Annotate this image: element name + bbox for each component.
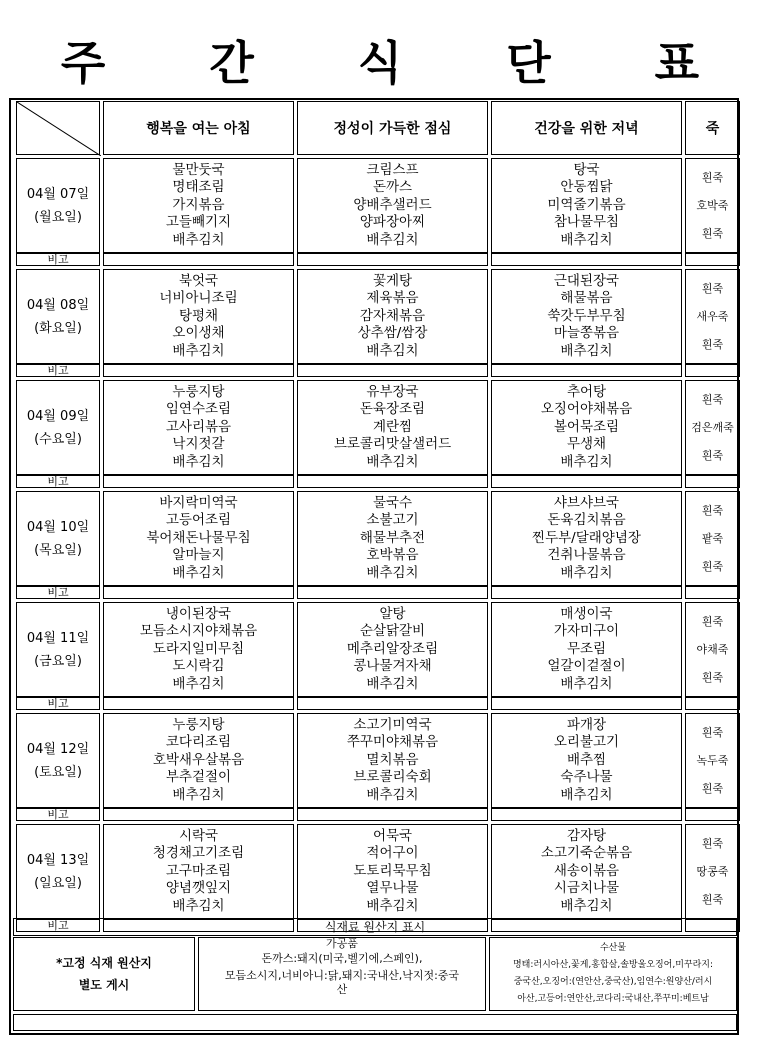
- note-cell: [297, 808, 488, 821]
- dish-item: 임연수조림: [165, 401, 232, 418]
- dish-item: 해물볶음: [560, 290, 613, 307]
- origin-processed: [198, 937, 486, 1011]
- porridge-cell: [685, 824, 740, 919]
- dish-item: 배추김치: [560, 675, 613, 692]
- day-row: [16, 158, 740, 253]
- dish-item: 배추김치: [172, 231, 225, 248]
- dish-item: 북어채돈나물무침: [146, 529, 251, 546]
- dish-item: 쑥갓두부무침: [547, 307, 626, 324]
- note-row: [16, 475, 740, 488]
- dish-item: 배추김치: [366, 231, 419, 248]
- day-cell: [16, 491, 100, 586]
- dish-item: 배추김치: [172, 453, 225, 470]
- dish-item: 오징어야채볶음: [540, 401, 633, 418]
- dish-item: 누룽지탕: [172, 383, 225, 400]
- dish-item: 배추김치: [560, 231, 613, 248]
- origin-seafood-line: 아산,고등어:연안산,코다리:국내산,쭈꾸미:베트남: [517, 994, 709, 1004]
- dish-item: 오리불고기: [553, 734, 620, 751]
- porridge-cell: [685, 158, 740, 253]
- dish-item: 찐두부/달래양념장: [532, 529, 641, 546]
- note-cell: [491, 475, 682, 488]
- note-label: 비고: [16, 808, 100, 821]
- breakfast-cell: [103, 380, 294, 475]
- breakfast-cell: [103, 713, 294, 808]
- note-cell: [491, 697, 682, 710]
- dish-item: 바지락미역국: [159, 494, 238, 511]
- dish-item: 새송이볶음: [553, 862, 620, 879]
- dish-item: 어묵국: [372, 827, 413, 844]
- dish-item: 무조림: [566, 640, 607, 657]
- note-cell: [297, 586, 488, 599]
- date-label: 04월 12일: [26, 741, 90, 757]
- note-cell: [103, 253, 294, 266]
- dish-item: 배추김치: [366, 786, 419, 803]
- dish-item: 고들빼기지: [165, 214, 232, 231]
- dish-item: 도토리묵무침: [353, 862, 432, 879]
- bottom-blank-bar: [13, 1014, 737, 1031]
- origin-processed-line: 산: [336, 983, 348, 996]
- dish-item: 돈육장조림: [359, 401, 426, 418]
- date-label: 04월 08일: [26, 297, 90, 313]
- dish-item: 가자미구이: [553, 623, 620, 640]
- porridge-item: 흰죽: [701, 670, 724, 684]
- note-cell: [297, 697, 488, 710]
- date-label: 04월 11일: [26, 630, 90, 646]
- dish-item: 제육볶음: [366, 290, 419, 307]
- porridge-item: 야채죽: [696, 642, 729, 656]
- header-breakfast: 행복을 여는 아침: [103, 101, 294, 155]
- dish-item: 배추김치: [172, 564, 225, 581]
- dish-item: 배추김치: [172, 897, 225, 914]
- dish-item: 물만둣국: [172, 161, 225, 178]
- note-row: [16, 364, 740, 377]
- dish-item: 돈까스: [372, 179, 413, 196]
- day-cell: [16, 713, 100, 808]
- porridge-cell: [685, 269, 740, 364]
- dish-item: 브로콜리숙회: [353, 769, 432, 786]
- porridge-item: 새우죽: [696, 309, 729, 323]
- dish-item: 배추김치: [172, 675, 225, 692]
- dish-item: 감자탕: [566, 827, 607, 844]
- porridge-item: 흰죽: [701, 448, 724, 462]
- origin-seafood-line: 명태:러시아산,꽃게,홍합살,솔방울오징어,미꾸라지:: [512, 960, 714, 970]
- dish-item: 계란찜: [372, 418, 413, 435]
- dish-item: 안동찜닭: [560, 179, 613, 196]
- weekday-label: (화요일): [34, 320, 82, 336]
- weekday-label: (금요일): [34, 653, 82, 669]
- porridge-item: 검은깨죽: [691, 420, 734, 434]
- dish-item: 추어탕: [566, 383, 607, 400]
- dish-item: 배추김치: [560, 786, 613, 803]
- origin-fixed-line-2: 별도 게시: [78, 978, 130, 992]
- note-cell: [685, 253, 740, 266]
- day-row: [16, 713, 740, 808]
- dish-item: 청경채고기조림: [152, 845, 245, 862]
- dish-item: 배추김치: [560, 342, 613, 359]
- dish-item: 냉이된장국: [165, 605, 232, 622]
- dish-item: 쭈꾸미야채볶음: [346, 734, 439, 751]
- porridge-item: 흰죽: [701, 170, 724, 184]
- note-label: 비고: [16, 475, 100, 488]
- porridge-item: 흰죽: [701, 836, 724, 850]
- note-label: 비고: [16, 919, 100, 932]
- dish-item: 꽃게탕: [372, 272, 413, 289]
- dinner-cell: [491, 158, 682, 253]
- porridge-item: 흰죽: [701, 725, 724, 739]
- note-cell: [491, 364, 682, 377]
- origin-fixed-line-1: *고정 식재 원산지: [56, 956, 152, 970]
- note-cell: [103, 586, 294, 599]
- dish-item: 마늘쫑볶음: [553, 325, 620, 342]
- breakfast-cell: [103, 602, 294, 697]
- header-porridge: 죽: [685, 101, 740, 155]
- note-cell: [103, 808, 294, 821]
- origin-processed-line: 돈까스:돼지(미국,벨기에,스페인),: [261, 952, 423, 965]
- lunch-cell: [297, 602, 488, 697]
- dish-item: 모듬소시지야채볶음: [139, 623, 258, 640]
- date-label: 04월 09일: [26, 408, 90, 424]
- lunch-cell: [297, 824, 488, 919]
- dish-item: 낙지젓갈: [172, 436, 225, 453]
- porridge-item: 흰죽: [701, 281, 724, 295]
- dish-item: 파개장: [566, 716, 607, 733]
- origin-fixed-notice: [13, 937, 195, 1011]
- dinner-cell: [491, 269, 682, 364]
- dish-item: 배추김치: [366, 675, 419, 692]
- note-row: [16, 253, 740, 266]
- dish-item: 해물부추전: [359, 529, 426, 546]
- porridge-cell: [685, 491, 740, 586]
- dish-item: 미역줄기볶음: [547, 196, 626, 213]
- porridge-item: 흰죽: [701, 781, 724, 795]
- note-cell: [685, 364, 740, 377]
- dish-item: 소고기미역국: [353, 716, 432, 733]
- dish-item: 콩나물겨자채: [353, 658, 432, 675]
- dish-item: 얼갈이겉절이: [547, 658, 626, 675]
- note-cell: [685, 808, 740, 821]
- dish-item: 누룽지탕: [172, 716, 225, 733]
- dish-item: 북엇국: [178, 272, 219, 289]
- note-label: 비고: [16, 253, 100, 266]
- weekly-menu-table: [13, 101, 743, 932]
- date-label: 04월 13일: [26, 852, 90, 868]
- weekday-label: (수요일): [34, 431, 82, 447]
- note-cell: [685, 697, 740, 710]
- dish-item: 샤브샤브국: [553, 494, 620, 511]
- porridge-item: 땅콩죽: [696, 864, 729, 878]
- dish-item: 브로콜리맛살샐러드: [333, 436, 452, 453]
- dish-item: 순살닭갈비: [359, 623, 426, 640]
- breakfast-cell: [103, 824, 294, 919]
- porridge-item: 호박죽: [696, 198, 729, 212]
- note-cell: [685, 475, 740, 488]
- note-label: 비고: [16, 364, 100, 377]
- note-cell: [491, 586, 682, 599]
- dish-item: 숙주나물: [560, 769, 613, 786]
- dinner-cell: [491, 491, 682, 586]
- lunch-cell: [297, 380, 488, 475]
- weekday-label: (토요일): [34, 764, 82, 780]
- dish-item: 무생채: [566, 436, 607, 453]
- dish-item: 상추쌈/쌈장: [357, 325, 428, 342]
- note-row: [16, 808, 740, 821]
- porridge-cell: [685, 602, 740, 697]
- day-cell: [16, 602, 100, 697]
- dish-item: 배추김치: [366, 564, 419, 581]
- dish-item: 열무나물: [366, 880, 419, 897]
- corner-diagonal-cell: [16, 101, 100, 155]
- dish-item: 양념깻잎지: [165, 880, 232, 897]
- dish-item: 참나물무침: [553, 214, 620, 231]
- dish-item: 감자채볶음: [359, 307, 426, 324]
- dish-item: 배추김치: [172, 786, 225, 803]
- dish-item: 메추리알장조림: [346, 640, 439, 657]
- porridge-item: 흰죽: [701, 226, 724, 240]
- dish-item: 알탕: [379, 605, 406, 622]
- dish-item: 배추찜: [566, 751, 607, 768]
- note-row: [16, 586, 740, 599]
- dish-item: 돈육김치볶음: [547, 512, 626, 529]
- dish-item: 양파장아찌: [359, 214, 426, 231]
- dish-item: 배추김치: [560, 897, 613, 914]
- dinner-cell: [491, 713, 682, 808]
- dish-item: 호박새우살볶음: [152, 751, 245, 768]
- porridge-cell: [685, 713, 740, 808]
- dish-item: 너비아니조림: [159, 290, 238, 307]
- origin-seafood-line: 중국산,오징어:(연안산,중국산),임연수:원양산/러시: [513, 977, 713, 987]
- weekday-label: (월요일): [34, 209, 82, 225]
- header-dinner: 건강을 위한 저녁: [491, 101, 682, 155]
- dish-item: 소불고기: [366, 512, 419, 529]
- lunch-cell: [297, 713, 488, 808]
- dish-item: 근대된장국: [553, 272, 620, 289]
- breakfast-cell: [103, 269, 294, 364]
- dish-item: 고등어조림: [165, 512, 232, 529]
- porridge-item: 흰죽: [701, 892, 724, 906]
- dish-item: 시금치나물: [553, 880, 620, 897]
- dish-item: 배추김치: [366, 897, 419, 914]
- note-cell: [297, 475, 488, 488]
- dish-item: 탕평채: [178, 307, 219, 324]
- day-cell: [16, 380, 100, 475]
- note-row: [16, 697, 740, 710]
- weekday-label: (일요일): [34, 875, 82, 891]
- dish-item: 건취나물볶음: [547, 547, 626, 564]
- page-title: 주 간 식 단 표: [60, 36, 744, 90]
- dish-item: 탕국: [573, 161, 600, 178]
- diagonal-line-icon: [17, 102, 101, 156]
- dinner-cell: [491, 824, 682, 919]
- dish-item: 호박볶음: [366, 547, 419, 564]
- day-row: [16, 380, 740, 475]
- date-label: 04월 07일: [26, 186, 90, 202]
- weekday-label: (목요일): [34, 542, 82, 558]
- day-row: [16, 602, 740, 697]
- dish-item: 배추김치: [366, 453, 419, 470]
- porridge-item: 흰죽: [701, 392, 724, 406]
- dish-item: 매생이국: [560, 605, 613, 622]
- dish-item: 오이생채: [172, 325, 225, 342]
- dish-item: 양배추샐러드: [353, 196, 432, 213]
- dish-item: 시락국: [178, 827, 219, 844]
- porridge-item: 흰죽: [701, 559, 724, 573]
- dish-item: 크림스프: [366, 161, 419, 178]
- dish-item: 멸치볶음: [366, 751, 419, 768]
- dish-item: 배추김치: [366, 342, 419, 359]
- dish-item: 물국수: [372, 494, 413, 511]
- note-cell: [491, 253, 682, 266]
- lunch-cell: [297, 269, 488, 364]
- dish-item: 소고기죽순볶음: [540, 845, 633, 862]
- dish-item: 배추김치: [172, 342, 225, 359]
- dish-item: 배추김치: [560, 564, 613, 581]
- porridge-item: 팥죽: [701, 531, 724, 545]
- porridge-item: 흰죽: [701, 614, 724, 628]
- day-row: [16, 491, 740, 586]
- porridge-item: 흰죽: [701, 337, 724, 351]
- origin-seafood: [489, 937, 737, 1011]
- dinner-cell: [491, 380, 682, 475]
- breakfast-cell: [103, 491, 294, 586]
- dish-item: 가지볶음: [172, 196, 225, 213]
- day-row: [16, 269, 740, 364]
- note-cell: [103, 697, 294, 710]
- day-cell: [16, 269, 100, 364]
- date-label: 04월 10일: [26, 519, 90, 535]
- breakfast-cell: [103, 158, 294, 253]
- day-row: [16, 824, 740, 919]
- origin-seafood-title: 수산물: [599, 943, 627, 953]
- origin-processed-line: 모듬소시지,너비아니:닭,돼지:국내산,낙지젓:중국: [224, 969, 460, 982]
- porridge-item: 흰죽: [701, 503, 724, 517]
- dish-item: 명태조림: [172, 179, 225, 196]
- lunch-cell: [297, 491, 488, 586]
- dinner-cell: [491, 602, 682, 697]
- note-cell: [491, 808, 682, 821]
- day-cell: [16, 824, 100, 919]
- note-label: 비고: [16, 586, 100, 599]
- dish-item: 볼어묵조림: [553, 418, 620, 435]
- dish-item: 적어구이: [366, 845, 419, 862]
- note-cell: [685, 586, 740, 599]
- lunch-cell: [297, 158, 488, 253]
- note-cell: [297, 364, 488, 377]
- dish-item: 도시락김: [172, 658, 225, 675]
- note-label: 비고: [16, 697, 100, 710]
- origin-title: 식재료 원산지 표시: [13, 918, 737, 936]
- dish-item: 도라지일미무침: [152, 640, 245, 657]
- dish-item: 코다리조림: [165, 734, 232, 751]
- dish-item: 유부장국: [366, 383, 419, 400]
- dish-item: 고구마조림: [165, 862, 232, 879]
- porridge-cell: [685, 380, 740, 475]
- note-cell: [103, 364, 294, 377]
- header-lunch: 정성이 가득한 점심: [297, 101, 488, 155]
- origin-processed-title: 가공품: [326, 937, 358, 950]
- dish-item: 고사리볶음: [165, 418, 232, 435]
- porridge-item: 녹두죽: [696, 753, 729, 767]
- day-cell: [16, 158, 100, 253]
- note-cell: [297, 253, 488, 266]
- dish-item: 부추겉절이: [165, 769, 232, 786]
- note-cell: [103, 475, 294, 488]
- dish-item: 배추김치: [560, 453, 613, 470]
- dish-item: 알마늘지: [172, 547, 225, 564]
